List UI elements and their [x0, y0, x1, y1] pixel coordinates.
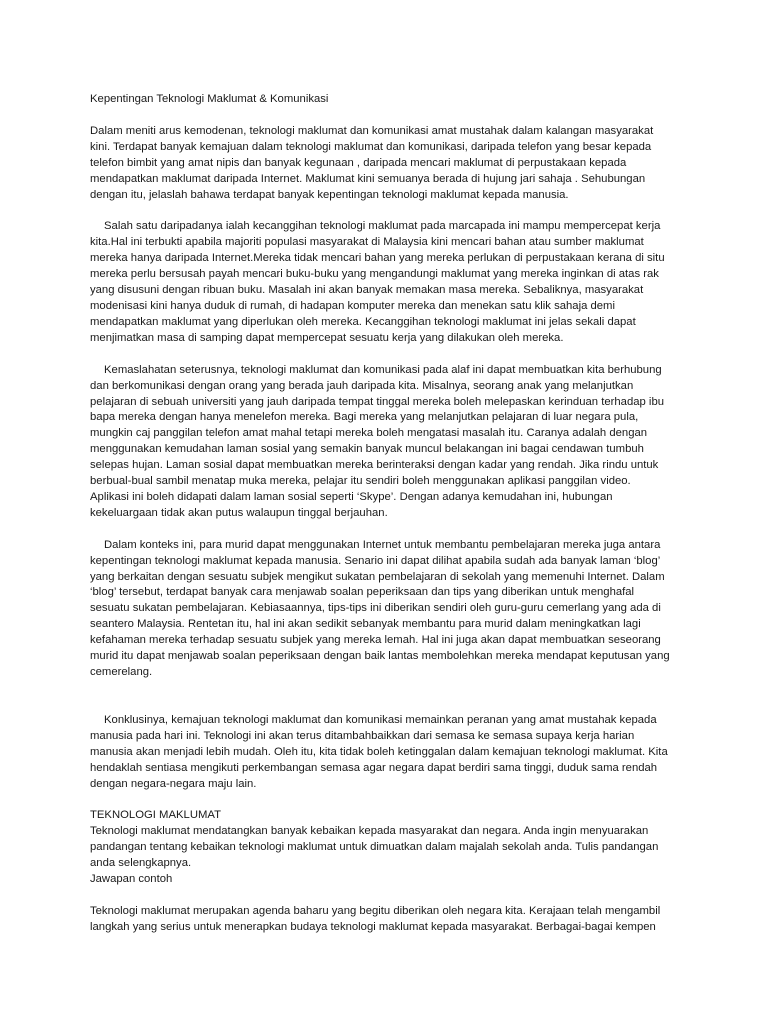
- sample-answer-label: Jawapan contoh: [90, 873, 173, 886]
- section-heading: TEKNOLOGI MAKLUMAT: [90, 809, 221, 822]
- document-body: [90, 92, 670, 936]
- paragraph-point-one: Salah satu daripadanya ialah kecanggihan teknologi maklumat pada marcapada ini mampu mempercepat kerja kita.Hal ini terbukti apabila majoriti populasi masyarakat di Malaysia kini mencari bahan atau sumber maklumat mereka hanya daripada Internet.Mereka tidak mencari bahan yang mereka perlukan di perpustakaan kerana di situ mereka perlu bersusah payah mencari buku-buku yang mengandungi maklumat yang mereka inginkan di atas rak yang disusuni dengan ribuan buku. Masalah ini akan banyak memakan masa mereka. Sebaliknya, masyarakat modenisasi kini hanya duduk di rumah, di hadapan komputer mereka dan menekan satu klik sahaja demi mendapatkan maklumat yang diperlukan oleh mereka. Kecanggihan teknologi maklumat ini jelas sekali dapat menjimatkan masa di samping dapat mempercepat sesuatu kerja yang dilakukan oleh mereka.: [90, 220, 665, 344]
- sample-answer-text: Teknologi maklumat merupakan agenda baharu yang begitu diberikan oleh negara kita. Kerajaan telah mengambil langkah yang serius untuk menerapkan budaya teknologi maklumat kepada masyarakat. Berbagai-bagai kempen: [90, 904, 661, 933]
- document-title: Kepentingan Teknologi Maklumat & Komunikasi: [90, 93, 329, 105]
- paragraph-conclusion: Konklusinya, kemajuan teknologi maklumat dan komunikasi memainkan peranan yang amat mustahak kepada manusia pada hari ini. Teknologi ini akan terus ditambahbaikkan dari semasa ke semasa supaya kerja harian manusia akan menjadi lebih mudah. Oleh itu, kita tidak boleh ketinggalan dalam kemajuan teknologi maklumat. Kita hendaklah sentiasa mengikuti perkembangan semasa agar negara dapat berdiri sama tinggi, duduk sama rendah dengan negara-negara maju lain.: [90, 713, 668, 790]
- section-prompt: Teknologi maklumat mendatangkan banyak kebaikan kepada masyarakat dan negara. Anda ingin menyuarakan pandangan tentang kebaikan teknologi maklumat untuk dimuatkan dalam majalah sekolah anda. Tulis pandangan anda selengkapnya.: [90, 825, 659, 870]
- paragraph-introduction: Dalam meniti arus kemodenan, teknologi maklumat dan komunikasi amat mustahak dalam kalangan masyarakat kini. Terdapat banyak kemajuan dalam teknologi maklumat dan komunikasi, daripada telefon yang besar kepada telefon bimbit yang amat nipis dan banyak kegunaan , daripada mencari maklumat di perpustakaan kepada mendapatkan maklumat daripada Internet. Maklumat kini semuanya berada di hujung jari sahaja . Sehubungan dengan itu, jelaslah bahawa terdapat banyak kepentingan teknologi maklumat kepada manusia.: [90, 124, 654, 201]
- paragraph-point-two: Kemaslahatan seterusnya, teknologi maklumat dan komunikasi pada alaf ini dapat membuatkan kita berhubung dan berkomunikasi dengan orang yang berada jauh daripada kita. Misalnya, seorang anak yang melanjutkan pelajaran di sebuah universiti yang jauh daripada tempat tinggal mereka boleh melepaskan kerinduan terhadap ibu bapa mereka dengan hanya menelefon mereka. Bagi mereka yang melanjutkan pelajaran di luar negara pula, mungkin caj panggilan telefon amat mahal tetapi mereka boleh mengatasi masalah itu. Caranya adalah dengan menggunakan kemudahan laman sosial yang semakin banyak muncul belakangan ini bagai cendawan tumbuh selepas hujan. Laman sosial dapat membuatkan mereka berinteraksi dengan kadar yang rendah. Jika rindu untuk berbual-bual sambil menatap muka mereka, pelajar itu sendiri boleh menggunakan aplikasi panggilan video. Aplikasi ini boleh didapati dalam laman sosial seperti ‘Skype’. Dengan adanya kemudahan ini, hubungan kekeluargaan tidak akan putus walaupun tinggal berjauhan.: [90, 363, 665, 519]
- paragraph-point-three: Dalam konteks ini, para murid dapat menggunakan Internet untuk membantu pembelajaran mereka juga antara kepentingan teknologi maklumat kepada manusia. Senario ini dapat dilihat apabila sudah ada banyak laman ‘blog’ yang berkaitan dengan sesuatu subjek mengikut sukatan pembelajaran di sekolah yang memenuhi Internet. Dalam ‘blog’ tersebut, terdapat banyak cara menjawab soalan peperiksaan dan tips yang diberikan untuk menghafal sesuatu sukatan pembelajaran. Kebiasaannya, tips-tips ini diberikan sendiri oleh guru-guru cemerlang yang ada di seantero Malaysia. Rentetan itu, hal ini akan sedikit sebanyak membantu para murid dalam meningkatkan lagi kefahaman mereka terhadap sesuatu subjek yang mereka lemah. Hal ini juga akan dapat membuatkan seseorang murid itu dapat menjawab soalan peperiksaan dengan baik lantas membolehkan mereka mendapat keputusan yang cemerelang.: [90, 538, 670, 678]
